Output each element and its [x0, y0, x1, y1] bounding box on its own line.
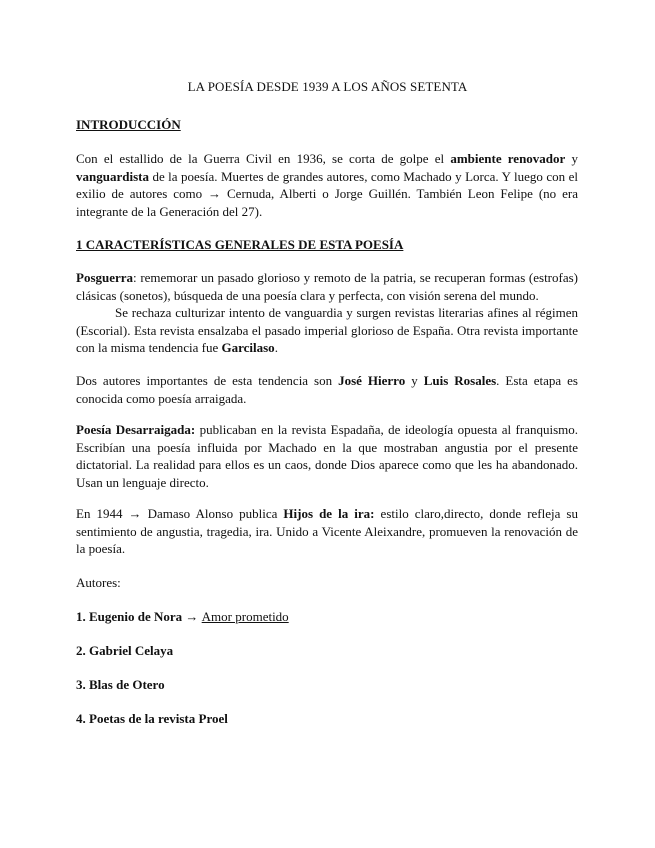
hijos-text-1: En 1944 → Damaso Alonso publica: [76, 506, 284, 521]
dos-autores-paragraph: [76, 372, 578, 407]
luis-rosales-bold: Luis Rosales: [423, 373, 497, 388]
author-item-3: 3. Blas de Otero: [76, 677, 165, 692]
autores-label: Autores:: [76, 575, 121, 590]
intro-paragraph: [76, 150, 578, 220]
posguerra-bold: Posguerra: [76, 270, 134, 285]
hijos-text-2: estilo claro,directo, donde refleja su sentimiento de angustia, tragedia, ira. Unido a Vicente Aleixandre, promueven la renovación de la poesía.: [76, 506, 578, 556]
author-work-link[interactable]: Amor prometido: [201, 609, 289, 624]
posguerra-text: : rememorar un pasado glorioso y remoto de la patria, se recuperan formas (estrofas) clásicas (sonetos), búsqueda de una poesía clara y perfecta, con visión serena del mundo.: [76, 270, 578, 303]
rechaza-end: .: [274, 340, 278, 355]
dos-text-1: Dos autores importantes de esta tendencia son: [76, 373, 339, 388]
desarraigada-bold: Poesía Desarraigada:: [76, 422, 196, 437]
dos-text-3: . Esta etapa es conocida como poesía arraigada.: [76, 373, 578, 406]
author-item-4: 4. Poetas de la revista Proel: [76, 711, 228, 726]
dos-text-2: y: [405, 373, 424, 388]
jose-hierro-bold: José Hierro: [338, 373, 406, 388]
desarraigada-paragraph: [76, 421, 578, 491]
intro-text-1: Con el estallido de la Guerra Civil en 1936, se corta de golpe el: [76, 151, 451, 166]
desarraigada-text: publicaban en la revista Espadaña, de ideología opuesta al franquismo. Escribían una poesía influida por Machado en la que mostraban angustia por el presente dictatorial. La realidad para ellos es un caos, donde Dios aparece como que les ha abandonado. Usan un lenguaje directo.: [76, 422, 578, 490]
rechaza-text: Se rechaza culturizar intento de vanguardia y surgen revistas literarias afines al régimen (Escorial). Esta revista ensalzaba el pasado imperial glorioso de España. Otra revista importante con la misma tendencia fue: [76, 305, 578, 355]
author-item-2: 2. Gabriel Celaya: [76, 643, 174, 658]
intro-text-3: de la poesía. Muertes de grandes autores, como Machado y Lorca. Y luego con el exilio de autores como → Cernuda, Alberti o Jorge Guillén. También Leon Felipe (no era integrante de la Generación del 27).: [76, 168, 578, 219]
posguerra-paragraph: [76, 269, 578, 357]
intro-bold-vanguardista: vanguardista: [76, 168, 149, 184]
author-item-1: [76, 608, 289, 626]
hijos-ira-bold: Hijos de la ira:: [283, 506, 375, 521]
document-title: LA POESÍA DESDE 1939 A LOS AÑOS SETENTA: [187, 79, 468, 94]
intro-bold-ambiente: ambiente renovador: [450, 151, 566, 166]
hijos-ira-paragraph: [76, 505, 578, 558]
intro-text-2: y: [565, 151, 578, 166]
author-name-1: 1. Eugenio de Nora →: [76, 609, 199, 624]
heading-introduccion: INTRODUCCIÓN: [76, 117, 181, 132]
heading-caracteristicas: 1 CARACTERÍSTICAS GENERALES DE ESTA POESÍA: [76, 237, 404, 252]
garcilaso-bold: Garcilaso: [221, 340, 275, 355]
